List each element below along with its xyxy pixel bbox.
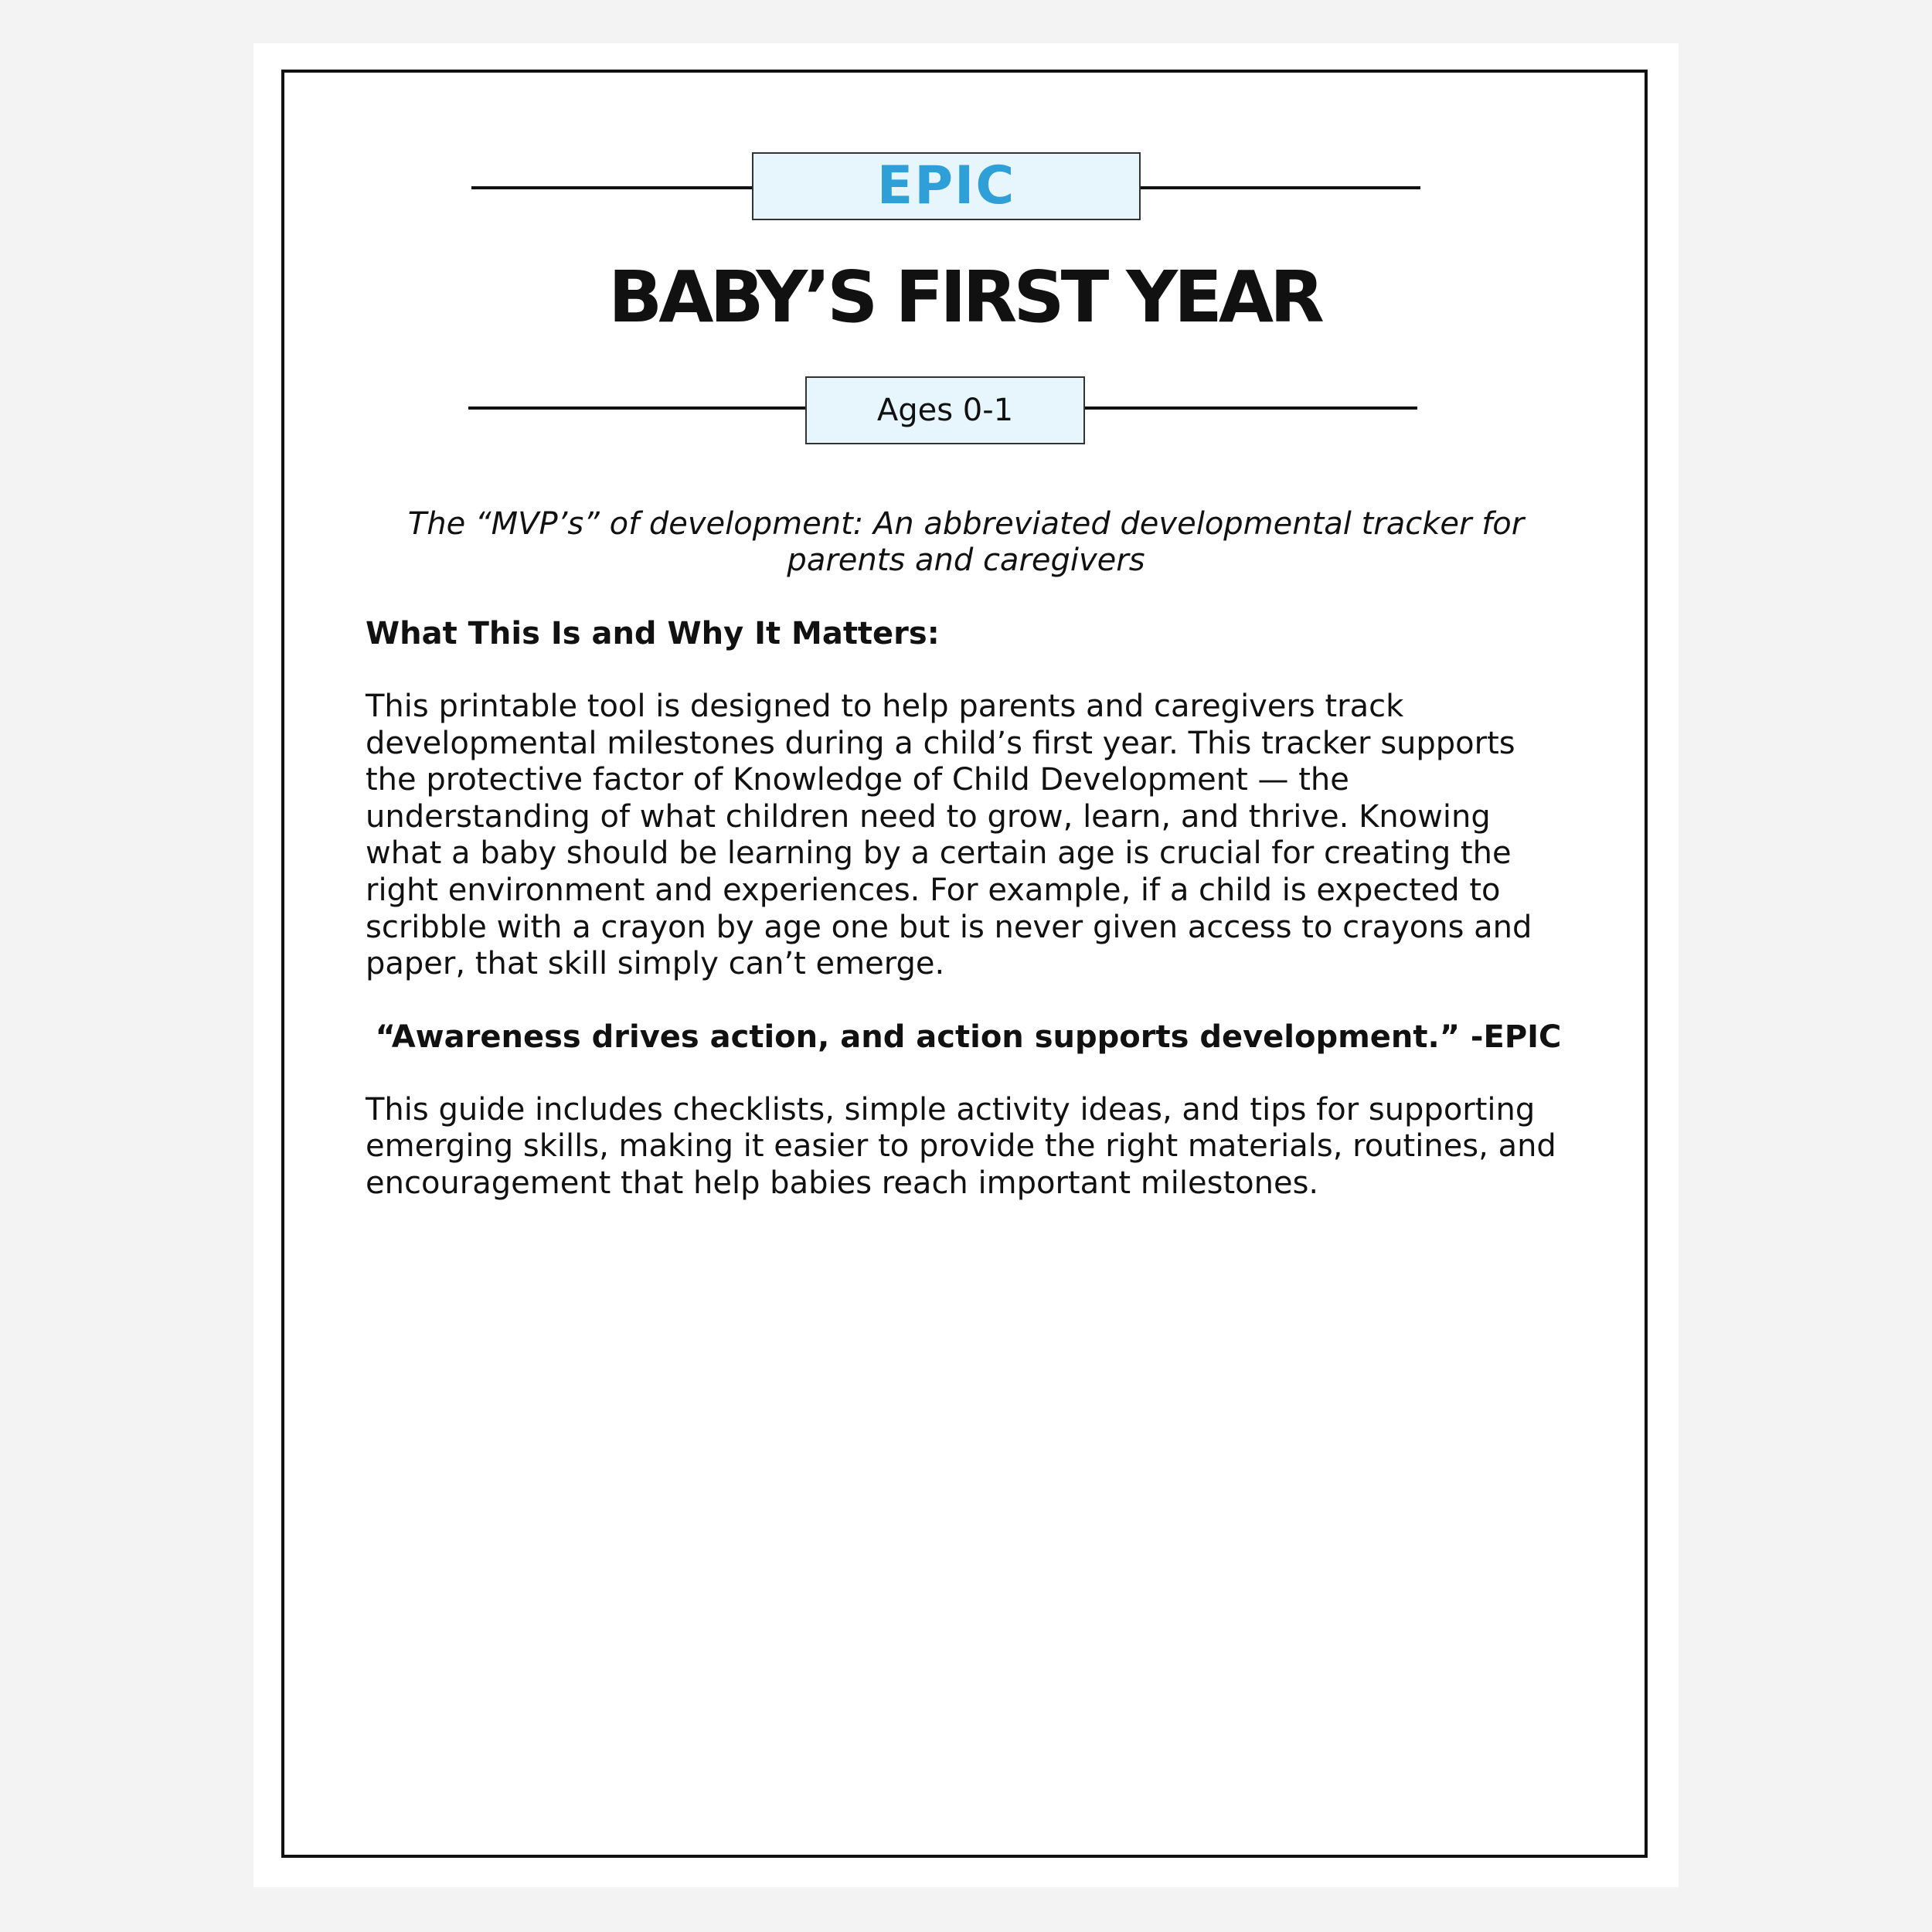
- content-section: [366, 616, 1571, 1239]
- guide-paragraph: This guide includes checklists, simple activity ideas, and tips for supporting emerging skills, making it easier to provide the right materials, routines, and encouragement that help babies reach important milestones.: [366, 1091, 1556, 1201]
- age-badge: Ages 0-1: [805, 376, 1085, 444]
- section-heading: What This Is and Why It Matters:: [366, 616, 940, 651]
- quote: “Awareness drives action, and action supports development.” -EPIC: [375, 1019, 1562, 1055]
- subtitle: The “MVP’s” of development: An abbreviated developmental tracker for parents and caregivers: [407, 506, 1525, 578]
- age-rule-right: [1085, 406, 1417, 410]
- page-title: BABY’S FIRST YEAR: [608, 256, 1321, 338]
- age-rule-left: [468, 406, 805, 410]
- logo-rule-left: [471, 186, 752, 189]
- epic-logo: EPIC: [876, 155, 1016, 216]
- logo-box: [752, 152, 1141, 220]
- intro-paragraph: This printable tool is designed to help parents and caregivers track developmental milestones during a child’s first year. This tracker supports the protective factor of Knowledge of Child Development — the understanding of what children need to grow, learn, and thrive. Knowing what a baby should be learning by a certain age is crucial for creating the right environment and experiences. For example, if a child is expected to scribble with a crayon by age one but is never given access to crayons and paper, that skill simply can’t emerge.: [366, 689, 1532, 982]
- logo-rule-right: [1141, 186, 1420, 189]
